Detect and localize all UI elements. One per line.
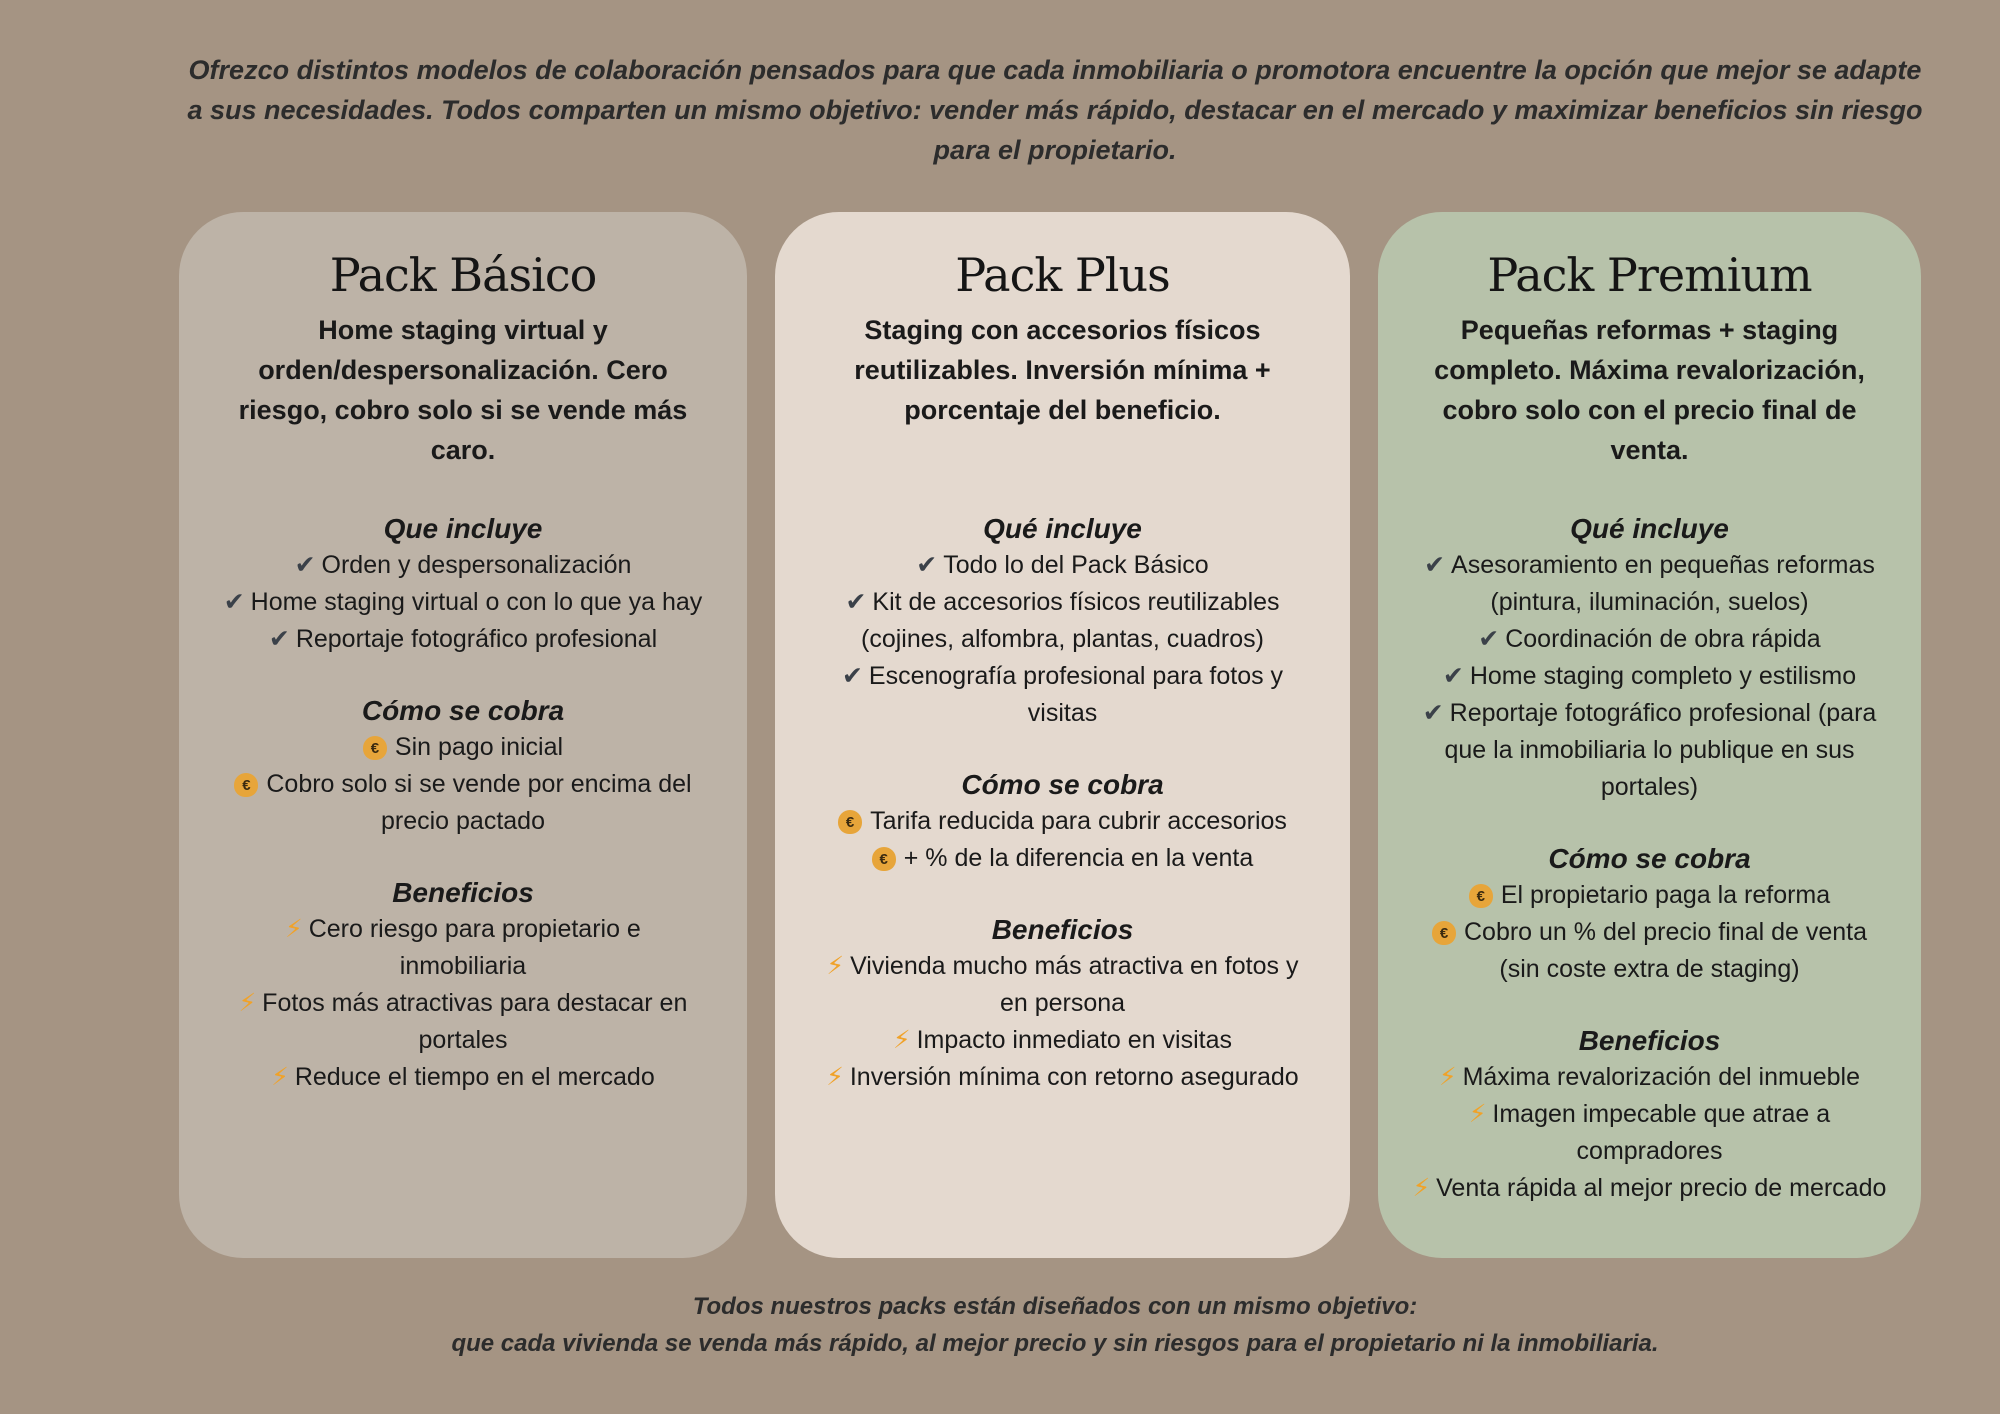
- check-icon: ✔: [268, 625, 290, 653]
- benefit-item: ⚡ Inversión mínima con retorno asegurado: [815, 1059, 1310, 1096]
- includes-heading: Que incluye: [383, 513, 543, 544]
- footer-line: que cada vivienda se venda más rápido, al mejor precio y sin riesgos para el propietario ni la inmobiliaria.: [451, 1330, 1659, 1357]
- pricing-heading: Cómo se cobra: [1548, 843, 1751, 874]
- benefit-item: ⚡ Impacto inmediato en visitas: [815, 1022, 1310, 1059]
- check-icon: ✔: [1442, 662, 1464, 690]
- intro-text: Ofrezco distintos modelos de colaboración pensados para que cada inmobiliaria o promotora encuentre la opción que mejor se adapte a sus necesidades. Todos comparten un mismo objetivo: vender más rápido, destacar en el mercado y maximizar beneficios sin riesgo para el propietario.: [187, 55, 1923, 165]
- pack-title: Pack Básico: [329, 248, 597, 302]
- lightning-icon: ⚡: [1439, 1063, 1457, 1091]
- pack-plus-card: [775, 212, 1350, 1258]
- include-item: ✔ Coordinación de obra rápida: [1412, 621, 1887, 658]
- pricing-item: € Tarifa reducida para cubrir accesorios: [815, 803, 1310, 840]
- money-bag-icon: €: [1469, 884, 1493, 908]
- footer-note: [185, 1288, 1925, 1362]
- benefits-heading: Beneficios: [1578, 1025, 1721, 1056]
- benefit-item: ⚡ Cero riesgo para propietario e inmobiliaria: [219, 911, 707, 985]
- include-item: ✔ Escenografía profesional para fotos y visitas: [815, 658, 1310, 732]
- benefit-item: ⚡ Reduce el tiempo en el mercado: [219, 1059, 707, 1096]
- pricing-heading: Cómo se cobra: [361, 695, 565, 726]
- benefit-item: ⚡ Vivienda mucho más atractiva en fotos y en persona: [815, 948, 1310, 1022]
- check-icon: ✔: [1424, 551, 1446, 579]
- lightning-icon: ⚡: [238, 989, 257, 1017]
- benefit-item: ⚡ Fotos más atractivas para destacar en portales: [219, 985, 707, 1059]
- pack-basico-card: [179, 212, 747, 1258]
- include-item: ✔ Kit de accesorios físicos reutilizables (cojines, alfombra, plantas, cuadros): [815, 584, 1310, 658]
- pack-title: Pack Premium: [1487, 248, 1812, 302]
- benefit-item: ⚡ Máxima revalorización del inmueble: [1412, 1059, 1887, 1096]
- lightning-icon: ⚡: [826, 952, 845, 980]
- benefits-heading: Beneficios: [392, 877, 534, 908]
- include-item: ✔ Todo lo del Pack Básico: [815, 547, 1310, 584]
- include-item: ✔ Asesoramiento en pequeñas reformas (pintura, iluminación, suelos): [1412, 547, 1887, 621]
- lightning-icon: ⚡: [1468, 1100, 1487, 1128]
- includes-heading: Qué incluye: [983, 513, 1142, 544]
- pack-summary: Pequeñas reformas + staging completo. Máxima revalorización, cobro solo con el precio final de venta.: [1434, 315, 1865, 465]
- include-item: ✔ Reportaje fotográfico profesional (para que la inmobiliaria lo publique en sus portales): [1412, 695, 1887, 806]
- money-bag-icon: €: [1432, 921, 1456, 945]
- include-item: ✔ Home staging virtual o con lo que ya hay: [219, 584, 707, 621]
- include-item: ✔ Home staging completo y estilismo: [1412, 658, 1887, 695]
- money-bag-icon: €: [838, 810, 862, 834]
- include-item: ✔ Reportaje fotográfico profesional: [219, 621, 707, 658]
- lightning-icon: ⚡: [271, 1063, 289, 1091]
- lightning-icon: ⚡: [893, 1026, 911, 1054]
- include-item: ✔ Orden y despersonalización: [219, 547, 707, 584]
- pack-summary: Home staging virtual y orden/despersonalización. Cero riesgo, cobro solo si se vende más caro.: [238, 315, 688, 465]
- benefits-heading: Beneficios: [991, 914, 1134, 945]
- money-bag-icon: €: [872, 847, 896, 871]
- lightning-icon: ⚡: [826, 1063, 844, 1091]
- check-icon: ✔: [1478, 625, 1500, 653]
- check-icon: ✔: [845, 588, 867, 616]
- benefit-item: ⚡ Venta rápida al mejor precio de mercado: [1412, 1170, 1887, 1207]
- check-icon: ✔: [294, 551, 316, 579]
- pack-summary: Staging con accesorios físicos reutilizables. Inversión mínima + porcentaje del beneficio.: [854, 315, 1271, 425]
- pricing-heading: Cómo se cobra: [961, 769, 1164, 800]
- check-icon: ✔: [223, 588, 245, 616]
- pricing-item: € Cobro un % del precio final de venta (sin coste extra de staging): [1412, 914, 1887, 988]
- pack-premium-card: [1378, 212, 1921, 1258]
- check-icon: ✔: [841, 662, 863, 690]
- check-icon: ✔: [916, 551, 938, 579]
- check-icon: ✔: [1422, 699, 1444, 727]
- benefit-item: ⚡ Imagen impecable que atrae a compradores: [1412, 1096, 1887, 1170]
- includes-heading: Qué incluye: [1570, 513, 1729, 544]
- lightning-icon: ⚡: [285, 915, 303, 943]
- pack-title: Pack Plus: [955, 248, 1170, 302]
- pricing-item: € Cobro solo si se vende por encima del precio pactado: [219, 766, 707, 840]
- pricing-item: € Sin pago inicial: [219, 729, 707, 766]
- money-bag-icon: €: [363, 736, 387, 760]
- pricing-item: € El propietario paga la reforma: [1412, 877, 1887, 914]
- footer-line: Todos nuestros packs están diseñados con un mismo objetivo:: [692, 1293, 1418, 1320]
- lightning-icon: ⚡: [1412, 1174, 1431, 1202]
- pricing-item: € + % de la diferencia en la venta: [815, 840, 1310, 877]
- money-bag-icon: €: [234, 773, 258, 797]
